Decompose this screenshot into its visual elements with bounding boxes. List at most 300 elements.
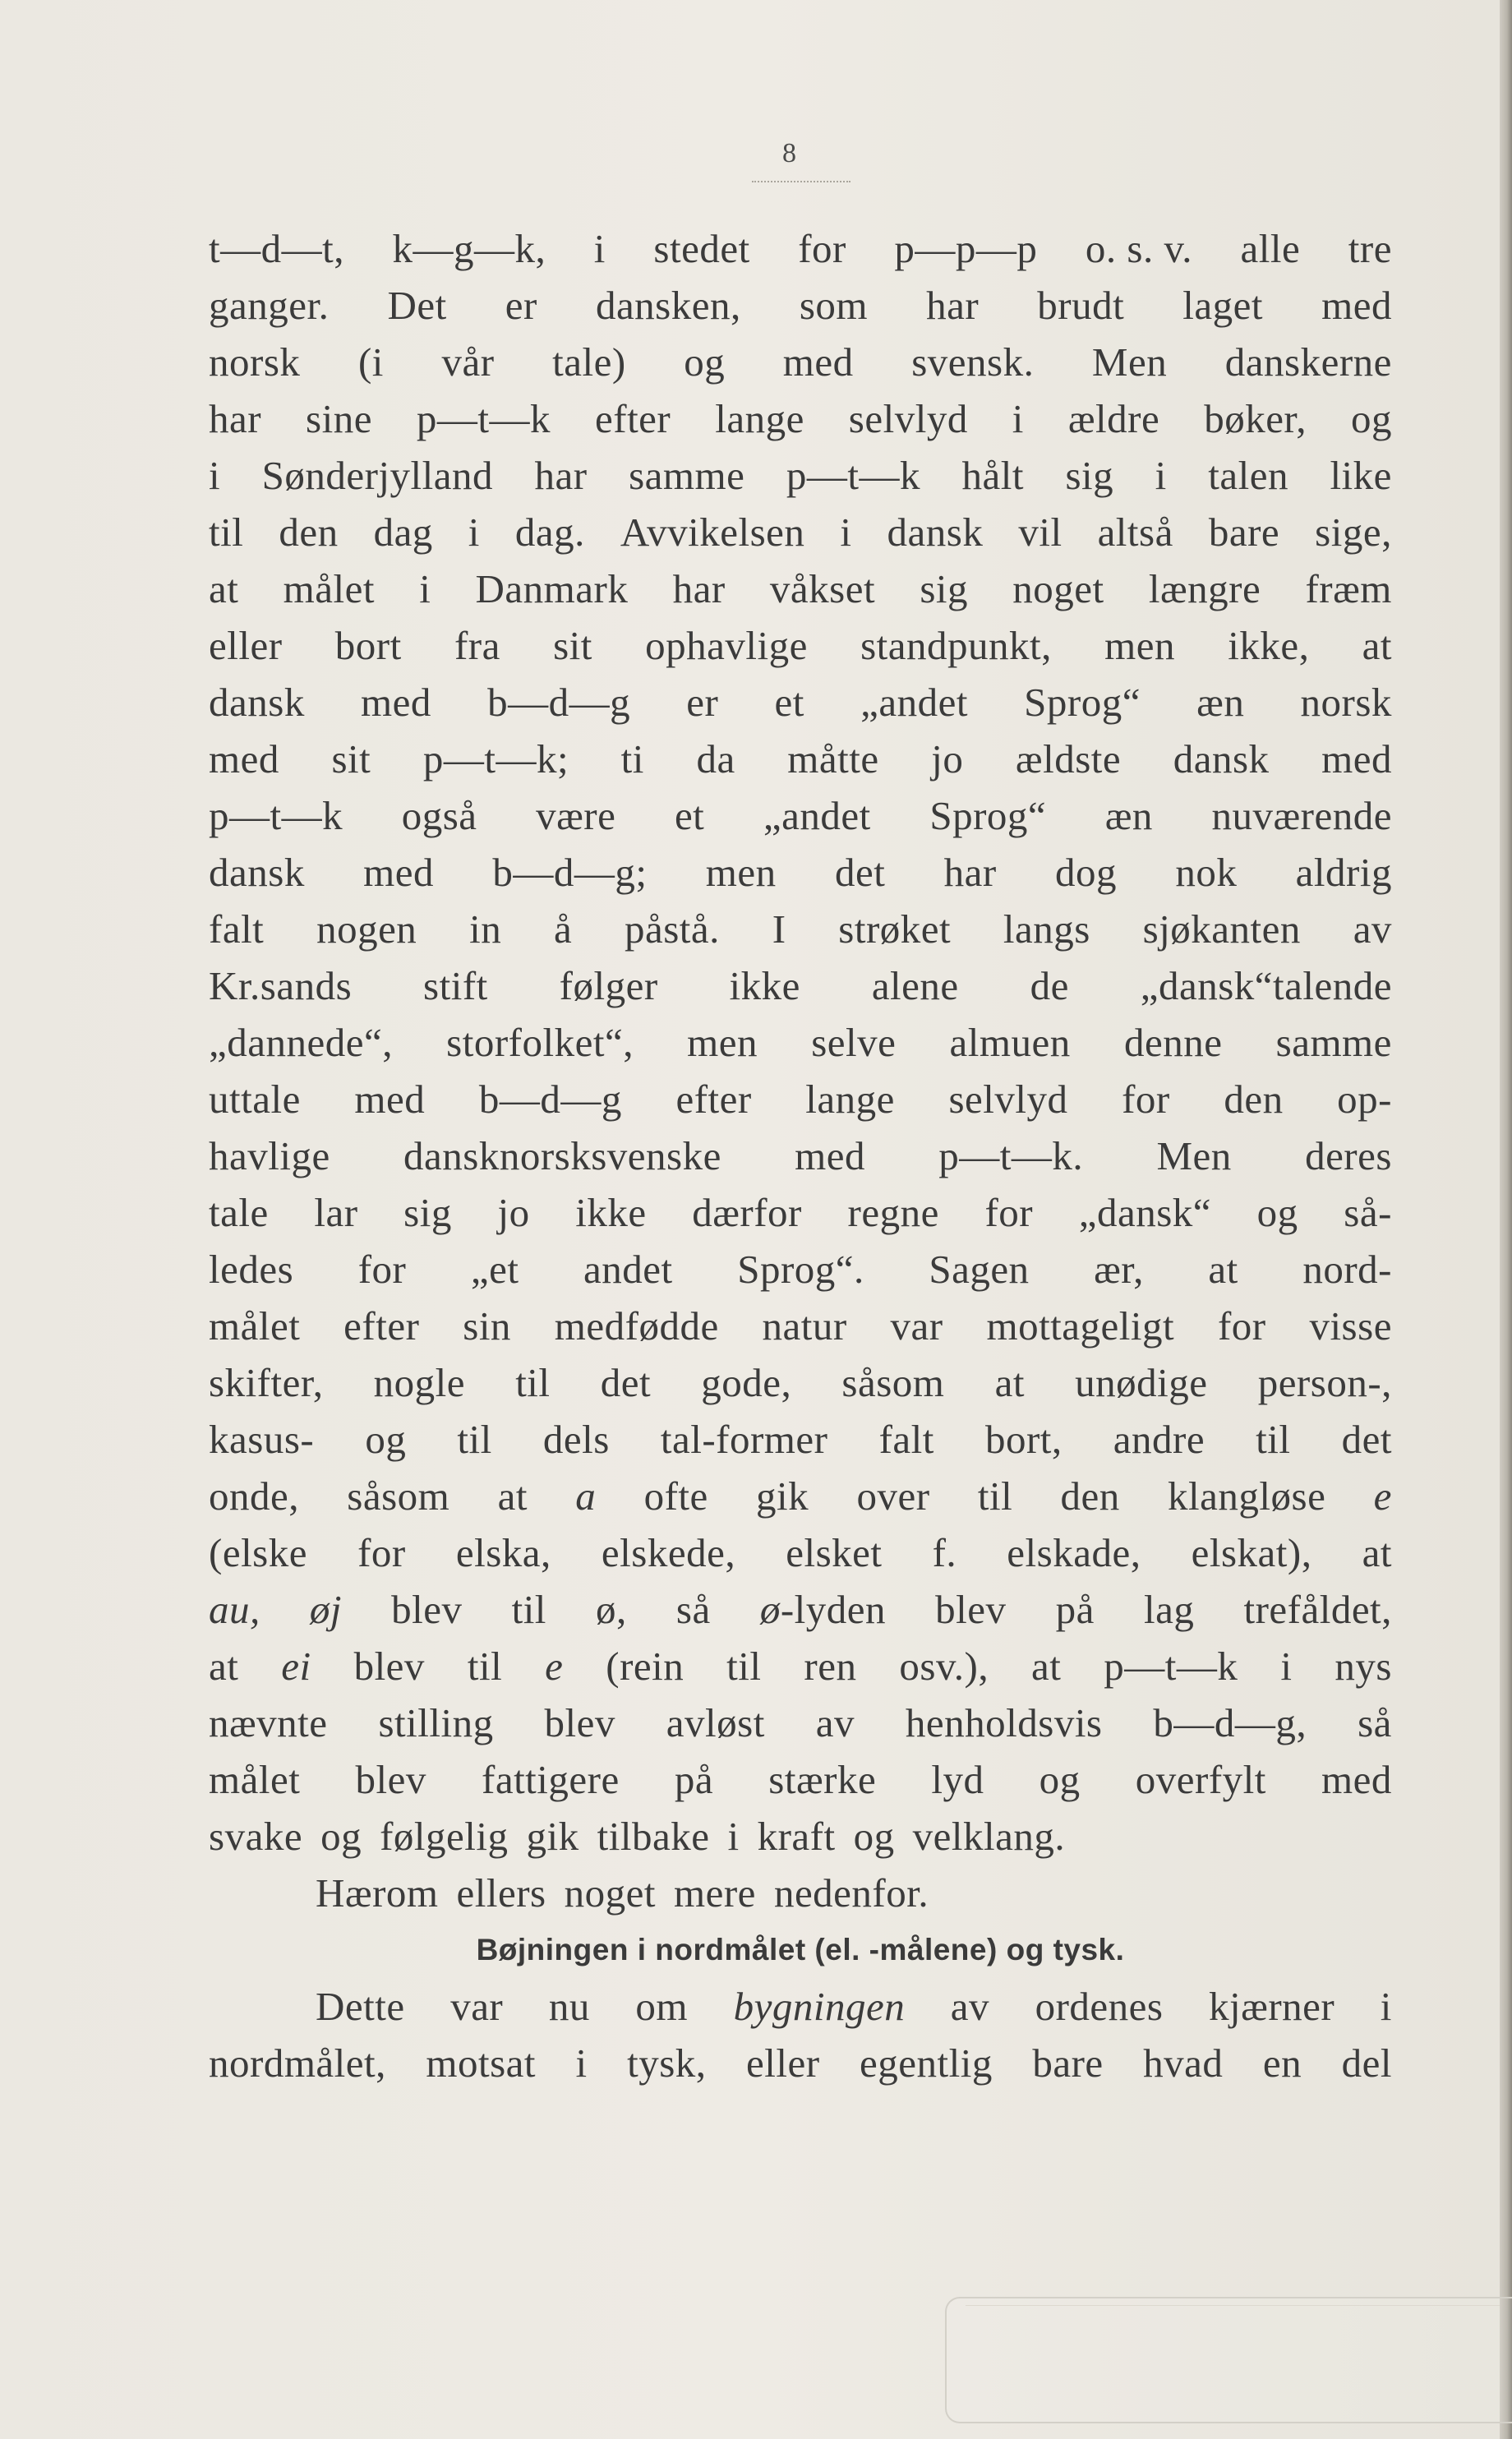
word: og [320,1814,362,1859]
word: lange [805,1077,895,1122]
word: p—t—k; [422,736,569,781]
word: i [727,1814,740,1859]
paragraph-1-end [209,1694,1392,1808]
word: om [635,1984,689,2029]
word: dansk [1173,736,1270,781]
word: mottageligt [986,1303,1175,1349]
word: „et [470,1247,519,1292]
word: sit [331,736,371,781]
text-line [209,1241,1392,1298]
word: dansken, [595,283,741,328]
word: og [684,339,726,385]
word: det [1341,1417,1392,1462]
word: nok [1175,850,1238,895]
word: „dannede“, [209,1020,393,1065]
word: målet [283,566,375,611]
word: er [505,283,537,328]
word: for [1122,1077,1170,1122]
word: henholdsvis [905,1700,1103,1745]
italic-word: e [545,1644,564,1689]
word: p—t—k [209,793,343,838]
word: lange [715,396,804,441]
word: at [209,1644,239,1689]
word: dels [542,1417,610,1462]
paragraph-1 [209,220,1392,1468]
word: for [1217,1303,1266,1349]
page-edge [1500,0,1512,2439]
word: har [943,850,997,895]
word: Sprog“ [929,793,1047,838]
word: Danmark [475,566,629,611]
word: sjøkanten [1142,906,1301,952]
italic-word: øj [309,1587,342,1632]
word: jo [497,1190,530,1235]
word: p—t—k. [938,1133,1084,1178]
word: dærfor [692,1190,802,1235]
word: Avvikelsen [620,509,805,555]
word: elskede, [601,1530,736,1575]
word: I [772,906,786,952]
word: bøker, [1204,396,1307,441]
word: den [1060,1473,1120,1519]
word: til [726,1644,762,1689]
italic-word: ø [759,1587,781,1632]
word: tysk, [627,2040,707,2086]
word: ledes [209,1247,294,1292]
word: for [357,1530,406,1575]
word: de [1030,963,1069,1008]
word: ældste [1015,736,1122,781]
word: falt [878,1417,934,1462]
word: til [515,1360,551,1405]
word: over [856,1473,930,1519]
word: alene [871,963,959,1008]
word: person-, [1257,1360,1392,1405]
word: samme [629,453,745,498]
word: med [795,1133,866,1178]
word: stilling [378,1700,494,1745]
word: være [536,793,616,838]
text-line [209,447,1392,504]
text-line [209,1808,1392,1865]
word: blev [353,1644,425,1689]
word: havlige [209,1133,330,1178]
word: med [354,1077,426,1122]
word: målet [209,1757,301,1802]
word: „dansk“talende [1140,963,1392,1008]
word: i [1012,396,1024,441]
text-line [209,2035,1392,2091]
word: lyd [931,1757,984,1802]
word: svake [209,1814,303,1859]
text-line [209,560,1392,617]
word: danskerne [1224,339,1392,385]
word: har [926,283,980,328]
text-line [209,1978,1392,2035]
word: ældre [1067,396,1160,441]
word: sit [553,623,592,668]
word: -lyden [780,1587,887,1632]
word: og [365,1417,407,1462]
word: Sprog“. [737,1247,864,1292]
word: sig [920,566,969,611]
word: med [1321,736,1392,781]
italic-word: e [1373,1473,1392,1519]
word: stedet [653,226,750,271]
word: også [401,793,477,838]
word: andre [1113,1417,1205,1462]
word: så- [1344,1190,1392,1235]
word: p—t—k [1104,1644,1238,1689]
italic-word: au, [209,1587,260,1632]
word: av [1353,906,1392,952]
word: fræm [1305,566,1392,611]
word: ikke, [1228,623,1310,668]
word: medfødde [554,1303,719,1349]
word: av [815,1700,855,1745]
text-line [209,901,1392,957]
word: altså [1097,509,1173,555]
word: målet [209,1303,301,1349]
word: trefåldet, [1243,1587,1392,1632]
word: nordmålet, [209,2040,386,2086]
word: norsk [1300,680,1392,725]
text-line [209,1184,1392,1241]
text-line [209,1354,1392,1411]
word: mere [674,1870,756,1916]
word: Kr.sands [209,963,353,1008]
word: elsket [786,1530,883,1575]
body-text [209,220,1392,2091]
word: gik [756,1473,809,1519]
word: dansk [209,850,305,895]
text-line [209,1468,1392,1524]
word: ær, [1094,1247,1144,1292]
text-line [209,1751,1392,1808]
word: Hærom [316,1870,439,1916]
word: t—d—t, [209,226,344,271]
text-line [209,787,1392,844]
word: b—d—g [487,680,631,725]
italic-word: ei [281,1644,311,1689]
text-line [209,1014,1392,1071]
word: p—t—k [416,396,551,441]
word: kasus- [209,1417,315,1462]
word: at [1208,1247,1238,1292]
word: eller [746,2040,820,2086]
word: dag [373,509,433,555]
word: „andet [763,793,871,838]
word: for [984,1190,1034,1235]
word: egentlig [860,2040,993,2086]
word: dag. [514,509,585,555]
word: æn [1196,680,1245,725]
word: sige, [1315,509,1392,555]
word: er [686,680,719,725]
word: bare [1032,2040,1104,2086]
word: „andet [860,680,968,725]
word: avløst [666,1700,765,1745]
word: at [1362,623,1392,668]
word: b—d—g [478,1077,622,1122]
word: æn [1104,793,1153,838]
word: dansk [887,509,984,555]
word: så [675,1587,711,1632]
word: med [363,850,435,895]
text-line [209,957,1392,1014]
word: ø, [596,1587,627,1632]
word: i [593,226,606,271]
word: lag [1143,1587,1195,1632]
word: nord- [1302,1247,1392,1292]
text-line [209,1694,1392,1751]
word: men [1104,623,1175,668]
library-stamp-frame [945,2297,1512,2423]
word: har [534,453,588,498]
word: og [853,1814,895,1859]
word: eller [209,623,283,668]
word: påstå. [624,906,720,952]
word: var [890,1303,943,1349]
word: på [674,1757,714,1802]
text-line [209,1524,1392,1581]
word: Sagen [929,1247,1030,1292]
word: selve [811,1020,897,1065]
word: med [361,680,431,725]
word: kjærner [1209,1984,1335,2029]
word: f. [932,1530,957,1575]
word: i [419,566,431,611]
word: med [209,736,279,781]
word: og [1256,1190,1298,1235]
word: p—p—p [894,226,1038,271]
word: i [1280,1644,1293,1689]
text-line [209,1638,1392,1694]
word: i [209,453,221,498]
word: onde, [209,1473,299,1519]
word: fattigere [482,1757,620,1802]
word: langs [1003,906,1090,952]
word: at [497,1473,528,1519]
word: så [1358,1700,1392,1745]
word: en [1262,2040,1302,2086]
word: av [950,1984,990,2029]
word: ofte [643,1473,708,1519]
word: nogen [316,906,417,952]
word: nys [1335,1644,1392,1689]
word: standpunkt, [860,623,1052,668]
word: sig [1065,453,1114,498]
text-line [209,1581,1392,1638]
word: skifter, [209,1360,324,1405]
word: til [511,1587,546,1632]
word: hålt [961,453,1024,498]
word: jo [931,736,964,781]
word: uttale [209,1077,301,1122]
word: gik [526,1814,579,1859]
word: til [209,509,244,555]
word: Det [387,283,447,328]
word: og [1351,396,1392,441]
word: alle [1240,226,1301,271]
word: (i [357,339,384,385]
word: blev [391,1587,463,1632]
word: vil [1018,509,1063,555]
word: nedenfor. [773,1870,929,1916]
word: for [798,226,846,271]
word: kraft [757,1814,836,1859]
word: ellers [456,1870,546,1916]
word: følger [559,963,658,1008]
word: sin [463,1303,511,1349]
word: måtte [787,736,879,781]
word: til [1256,1417,1291,1462]
word: ganger. [209,283,330,328]
word: samme [1275,1020,1392,1065]
text-line [209,1071,1392,1127]
word: fra [454,623,500,668]
word: til [977,1473,1013,1519]
word: b—d—g, [1153,1700,1307,1745]
word: å [553,906,573,952]
word: p—t—k [786,453,920,498]
word: sig [403,1190,452,1235]
text-line [209,277,1392,334]
text-line [209,504,1392,560]
word: elska, [455,1530,551,1575]
word: med [1321,1757,1392,1802]
word: blev [355,1757,426,1802]
word: noget [1012,566,1104,611]
stamp-rule [966,2305,1500,2306]
word: ren [804,1644,857,1689]
word: men [687,1020,758,1065]
word: at [994,1360,1025,1405]
word: vår [441,339,495,385]
word: aldrig [1295,850,1392,895]
word: Men [1091,339,1168,385]
word: nogle [373,1360,466,1405]
word: elskade, [1007,1530,1141,1575]
word: et [674,793,705,838]
word: nu [548,1984,590,2029]
word: talen [1208,453,1288,498]
word: natur [762,1303,847,1349]
word: Dette [316,1984,405,2029]
word: almuen [949,1020,1071,1065]
word: motsat [426,2040,537,2086]
word: det [834,850,886,895]
word: lar [314,1190,358,1235]
word: osv.), [899,1644,989,1689]
text-line [209,220,1392,277]
word: i [468,509,480,555]
word: har [672,566,726,611]
word: som [799,283,869,328]
word: for [357,1247,407,1292]
word: at [1031,1644,1062,1689]
word: „dansk“ [1078,1190,1212,1235]
word: gode, [701,1360,792,1405]
word: på [1055,1587,1095,1632]
word: dansk [209,680,305,725]
text-line [209,1411,1392,1468]
word: (rein [606,1644,685,1689]
word: da [696,736,735,781]
word: med [782,339,854,385]
word: denne [1123,1020,1223,1065]
word: k—g—k, [392,226,546,271]
section-heading: Bøjningen i nordmålet (el. -målene) og tysk. [476,1933,1125,1966]
page-number: 8 [782,138,798,168]
word: in [469,906,502,952]
word: svensk. [911,339,1035,385]
word: elskat), [1191,1530,1312,1575]
word: hvad [1143,2040,1224,2086]
word: stift [423,963,488,1008]
text-line [209,1865,1392,1921]
word: tal-former [660,1417,828,1462]
word: velklang. [912,1814,1066,1859]
word: ordenes [1035,1984,1164,2029]
text-line [209,334,1392,390]
text-line [209,617,1392,674]
word: efter [343,1303,420,1349]
word: har [209,396,262,441]
word: tilbake [597,1814,710,1859]
word: Men [1156,1133,1232,1178]
word: med [1321,283,1392,328]
word: like [1330,453,1392,498]
word: dansknorsksvenske [403,1133,721,1178]
word: (elske [209,1530,307,1575]
word: tale) [552,339,626,385]
word: i [840,509,852,555]
word: den [279,509,339,555]
word: unødige [1075,1360,1208,1405]
word: ti [620,736,644,781]
word: nuværende [1211,793,1392,838]
word: selvlyd [948,1077,1068,1122]
word: storfolket“, [446,1020,634,1065]
word: blev [544,1700,615,1745]
word: laget [1182,283,1264,328]
word: deres [1305,1133,1392,1178]
word: såsom [347,1473,450,1519]
word: b—d—g; [492,850,648,895]
word: blev [935,1587,1007,1632]
word: bort, [984,1417,1063,1462]
word: ikke [729,963,800,1008]
word: klangløse [1168,1473,1326,1519]
word: sine [306,396,372,441]
italic-word: a [575,1473,597,1519]
word: det [600,1360,652,1405]
word: overfylt [1135,1757,1266,1802]
word: ophavlige [645,623,808,668]
word: stærke [768,1757,877,1802]
word: et [774,680,804,725]
word: at [1362,1530,1392,1575]
word: op- [1337,1077,1392,1122]
word: selvlyd [848,396,968,441]
word: del [1341,2040,1392,2086]
word: andet [583,1247,673,1292]
word: i [1155,453,1167,498]
word: følgelig [380,1814,509,1859]
word: våkset [769,566,876,611]
word: til [457,1417,492,1462]
